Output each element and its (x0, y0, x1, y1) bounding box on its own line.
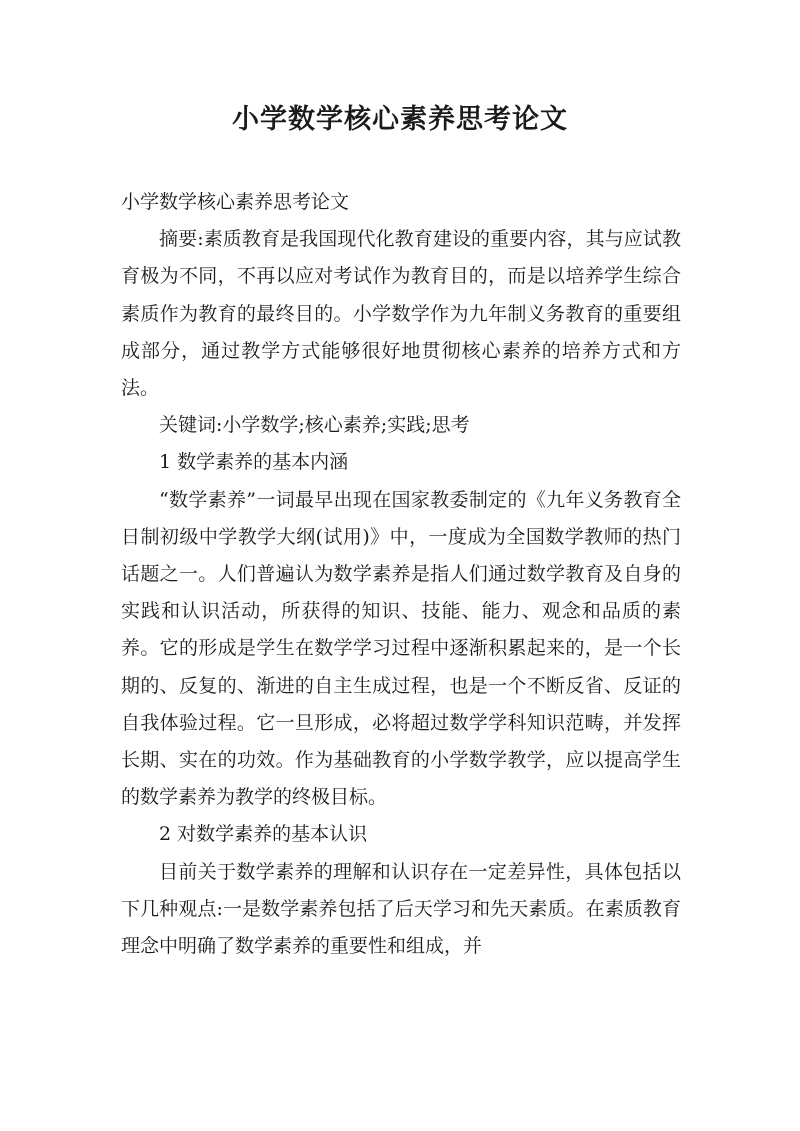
section-2-heading: 2 对数学素养的基本认识 (159, 823, 368, 846)
document-body (121, 184, 681, 965)
section-2-paragraph: 目前关于数学素养的理解和认识存在一定差异性，具体包括以下几种观点:一是数学素养包括了后天学习和先天素质。在素质教育理念中明确了数学素养的重要性和组成，并 (121, 860, 681, 958)
subtitle-line: 小学数学核心素养思考论文 (121, 191, 350, 213)
document-title: 小学数学核心素养思考论文 (232, 104, 568, 135)
keywords-line: 关键词:小学数学;核心素养;实践;思考 (159, 414, 470, 437)
abstract-paragraph: 摘要:素质教育是我国现代化教育建设的重要内容，其与应试教育极为不同，不再以应对考试作为教育目的，而是以培养学生综合素质作为教育的最终目的。小学数学作为九年制义务教育的重要组成部分，通过教学方式能够很好地贯彻核心素养的培养方式和方法。 (121, 228, 681, 400)
section-1-heading: 1 数学素养的基本内涵 (159, 451, 349, 474)
section-1-paragraph: “数学素养”一词最早出现在国家教委制定的《九年义务教育全日制初级中学教学大纲(试用)》中，一度成为全国数学教师的热门话题之一。人们普遍认为数学素养是指人们通过数学教育及自身的实践和认识活动，所获得的知识、技能、能力、观念和品质的素养。它的形成是学生在数学学习过程中逐渐积累起来的，是一个长期的、反复的、渐进的自主生成过程，也是一个不断反省、反证的自我体验过程。它一旦形成，必将超过数学学科知识范畴，并发挥长期、实在的功效。作为基础教育的小学数学教学，应以提高学生的数学素养为教学的终极目标。 (121, 488, 681, 809)
